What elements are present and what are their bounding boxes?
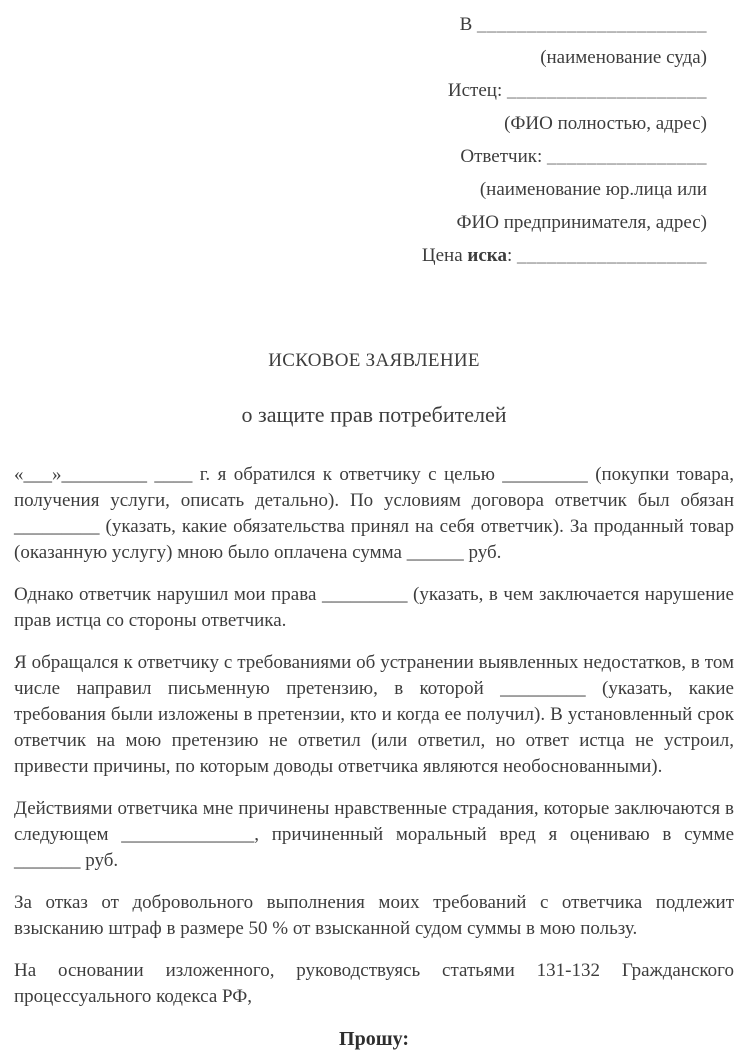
document-body <box>14 462 734 1010</box>
claim-price-blank-line: ___________________ <box>517 245 707 266</box>
paragraph-contract-circumstances: «___»_________ ____ г. я обратился к ответчику с целью _________ (покупки товара, получения услуги, описать детально). По условиям договора ответчик был обязан _________ (указать, какие обязательства принял на себя ответчик). За проданный товар (оказанную услугу) мною было оплачена сумма ______ руб. <box>14 464 734 563</box>
claim-price-field <box>14 239 707 272</box>
defendant-caption-line1: (наименование юр.лица или <box>479 179 707 200</box>
court-field <box>14 8 707 41</box>
paragraph-claim-letter: Я обращался к ответчику с требованиями об устранении выявленных недостатков, в том числе направил письменную претензию, в которой _________ (указать, какие требования были изложены в претензии, кто и когда ее получил). В установленный срок ответчик на мою претензию не ответил (или ответил, но ответ истца не устроил, привести причины, по которым доводы ответчика являются необоснованными). <box>14 652 734 777</box>
plaintiff-label: Истец: <box>447 80 503 101</box>
document-title: ИСКОВОЕ ЗАЯВЛЕНИЕ <box>268 350 480 371</box>
defendant-label: Ответчик: <box>460 146 543 167</box>
paragraph-legal-basis: На основании изложенного, руководствуясь статьями 131-132 Гражданского процессуального кодекса РФ, <box>14 960 734 1007</box>
paragraph-moral-damage: Действиями ответчика мне причинены нравственные страдания, которые заключаются в следующем ______________, причиненный моральный вред я оцениваю в сумме _______ руб. <box>14 798 734 871</box>
request-heading: Прошу: <box>339 1028 409 1050</box>
court-caption: (наименование суда) <box>540 47 707 68</box>
court-blank-line: _______________________ <box>477 14 707 35</box>
defendant-caption-line2: ФИО предпринимателя, адрес) <box>456 212 707 233</box>
claim-price-label-bold: иска <box>467 245 507 266</box>
plaintiff-field <box>14 74 707 107</box>
document-subtitle: о защите прав потребителей <box>241 402 507 427</box>
paragraph-rights-violation: Однако ответчик нарушил мои права _________ (указать, в чем заключается нарушение прав истца со стороны ответчика. <box>14 584 734 631</box>
claim-price-colon: : <box>506 245 513 266</box>
defendant-field <box>14 140 707 173</box>
defendant-blank-line: ________________ <box>547 146 707 167</box>
plaintiff-blank-line: ____________________ <box>507 80 707 101</box>
claim-price-label: Цена <box>421 245 463 266</box>
court-header-block <box>14 8 734 272</box>
court-label: В <box>459 14 473 35</box>
plaintiff-caption: (ФИО полностью, адрес) <box>504 113 707 134</box>
paragraph-penalty: За отказ от добровольного выполнения моих требований с ответчика подлежит взысканию штраф в размере 50 % от взысканной судом суммы в мою пользу. <box>14 892 734 939</box>
